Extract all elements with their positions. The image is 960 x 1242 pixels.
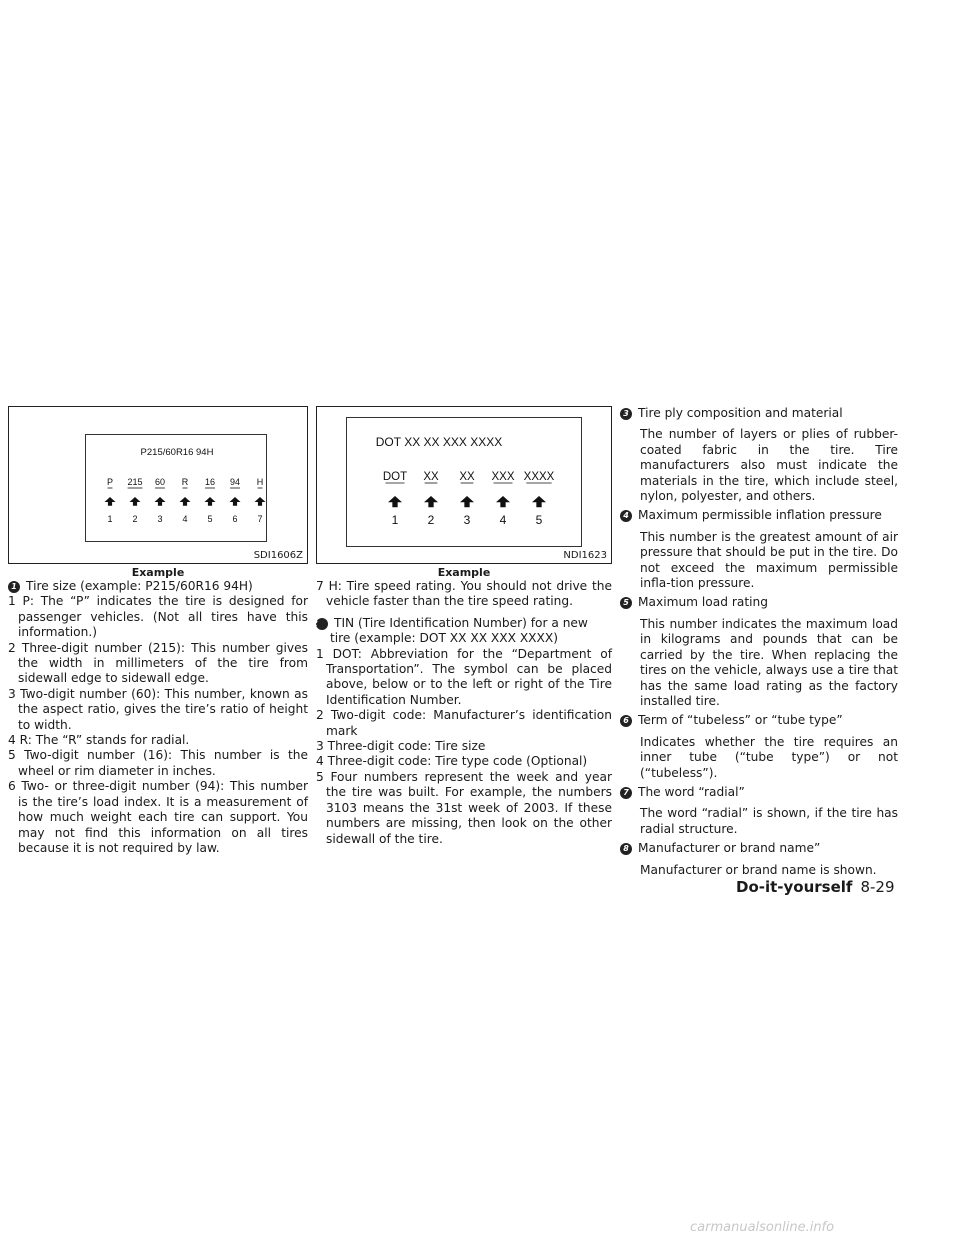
arrow-icon — [460, 496, 474, 507]
part-number: 2 — [132, 514, 138, 524]
arrow-icon — [230, 497, 241, 506]
part-number: 4 — [499, 513, 507, 527]
section-heading: 6 Term of “tubeless” or “tube type” — [620, 713, 898, 728]
tin-title: DOT XX XX XXX XXXX — [375, 435, 503, 449]
arrow-icon — [130, 497, 141, 506]
part-label: XX — [423, 471, 439, 483]
part-number: 5 — [535, 513, 543, 527]
arrow-icon — [205, 497, 216, 506]
arrow-icon — [496, 496, 510, 507]
part-number: 2 — [427, 513, 435, 527]
arrow-icon — [532, 496, 546, 507]
list-item: 4 Three-digit code: Tire type code (Optional) — [316, 754, 588, 769]
arrow-icon — [424, 496, 438, 507]
part-label: XXX — [491, 471, 515, 483]
watermark: carmanualsonline.info — [690, 1220, 835, 1235]
list-item: 2 Three-digit number (215): This number gives the width in millimeters of the tire from sidewall edge to sidewall edge. — [8, 640, 308, 686]
part-number: 6 — [232, 514, 238, 524]
part-number: 1 — [391, 513, 399, 527]
item-marker: 3 — [620, 408, 632, 420]
figure-id: SDI1606Z — [253, 550, 303, 561]
tire-size-heading: 1 Tire size (example: P215/60R16 94H) — [8, 579, 308, 594]
section-name: Do-it-yourself — [736, 878, 853, 896]
section-body: Indicates whether the tire requires an inner tube (“tube type”) or not (“tubeless”). — [640, 734, 898, 780]
list-item: 5 Four numbers represent the week and year the tire was built. For example, the numbers 3103 means the 31st week of 2003. If these numbers are missing, then look on the other sidewall of the tire. — [316, 769, 612, 846]
list-item: 3 Three-digit code: Tire size — [316, 739, 486, 754]
item-marker: 1 — [8, 581, 20, 593]
tin-diagram — [346, 417, 582, 547]
list-item: 3 Two-digit number (60): This number, known as the aspect ratio, gives the tire’s ratio of height to width. — [8, 686, 308, 732]
part-label: H — [256, 477, 264, 487]
part-number: 1 — [107, 514, 113, 524]
column-1 — [8, 406, 308, 856]
section-heading: 8 Manufacturer or brand name” — [620, 841, 898, 856]
section-body: This number indicates the maximum load in kilograms and pounds that can be carried by the tire. When replacing the tires on the vehicle, always use a tire that has the same load rating as the factory installed tire. — [640, 616, 898, 708]
tin-heading: 2 TIN (Tire Identification Number) for a new tire (example: DOT XX XX XXX XXXX) — [312, 615, 588, 646]
tire-size-diagram — [85, 434, 267, 542]
figure-caption: Example — [437, 566, 491, 579]
part-label: DOT — [382, 471, 408, 483]
section-body: The word “radial” is shown, if the tire has radial structure. — [640, 806, 898, 836]
list-item: 2 Two-digit code: Manufacturer’s identification mark — [316, 708, 612, 738]
list-item: 7 H: Tire speed rating. You should not drive the vehicle faster than the tire speed rating. — [316, 579, 612, 609]
section-body: The number of layers or plies of rubber-coated fabric in the tire. Tire manufacturers also must indicate the materials in the tire, which include steel, nylon, polyester, and others. — [640, 427, 898, 504]
column-3 — [620, 406, 898, 882]
tire-size-title: P215/60R16 94H — [140, 447, 214, 458]
part-number: 3 — [463, 513, 471, 527]
item-marker: 6 — [620, 715, 632, 727]
part-label: XXXX — [523, 471, 555, 483]
arrow-icon — [255, 497, 266, 506]
section-heading: 4 Maximum permissible inflation pressure — [620, 508, 898, 523]
list-item: 1 P: The “P” indicates the tire is designed for passenger vehicles. (Not all tires have this information.) — [8, 594, 308, 640]
tire-size-figure — [8, 406, 308, 564]
section-body: This number is the greatest amount of air pressure that should be put in the tire. Do not exceed the maximum permissible infla-tion pressure. — [640, 529, 898, 591]
part-number: 3 — [157, 514, 163, 524]
list-item: 6 Two- or three-digit number (94): This number is the tire’s load index. It is a measurement of how much weight each tire can support. You may not find this information on all tires because it is not required by law. — [8, 779, 308, 855]
arrow-icon — [180, 497, 191, 506]
column-2 — [312, 406, 612, 847]
arrow-icon — [105, 497, 116, 506]
item-marker: 7 — [620, 787, 632, 799]
section-heading: 7 The word “radial” — [620, 785, 898, 800]
list-item: 1 DOT: Abbreviation for the “Department of Transportation”. The symbol can be placed above, below or to the left or right of the Tire Identification Number. — [316, 646, 612, 707]
item-marker: 8 — [620, 843, 632, 855]
figure-id: NDI1623 — [563, 550, 607, 561]
list-item: 4 R: The “R” stands for radial. — [8, 733, 190, 748]
page-number: 8-29 — [860, 878, 895, 896]
arrow-icon — [388, 496, 402, 507]
part-label: P — [106, 477, 114, 487]
part-label: 215 — [127, 477, 143, 487]
item-marker: 5 — [620, 597, 632, 609]
item-marker: 2 — [316, 618, 328, 630]
list-item: 5 Two-digit number (16): This number is the wheel or rim diameter in inches. — [8, 748, 308, 778]
section-heading: 3 Tire ply composition and material — [620, 406, 898, 421]
part-label: 94 — [229, 477, 241, 487]
part-label: R — [181, 477, 189, 487]
part-number: 5 — [207, 514, 213, 524]
tin-figure — [316, 406, 612, 564]
part-label: 16 — [204, 477, 216, 487]
section-heading: 5 Maximum load rating — [620, 595, 898, 610]
page-footer — [736, 878, 895, 896]
section-body: Manufacturer or brand name is shown. — [640, 862, 877, 877]
figure-caption: Example — [131, 566, 185, 579]
arrow-icon — [155, 497, 166, 506]
part-label: 60 — [154, 477, 166, 487]
item-marker: 4 — [620, 510, 632, 522]
part-number: 4 — [182, 514, 188, 524]
part-label: XX — [459, 471, 475, 483]
part-number: 7 — [257, 514, 263, 524]
